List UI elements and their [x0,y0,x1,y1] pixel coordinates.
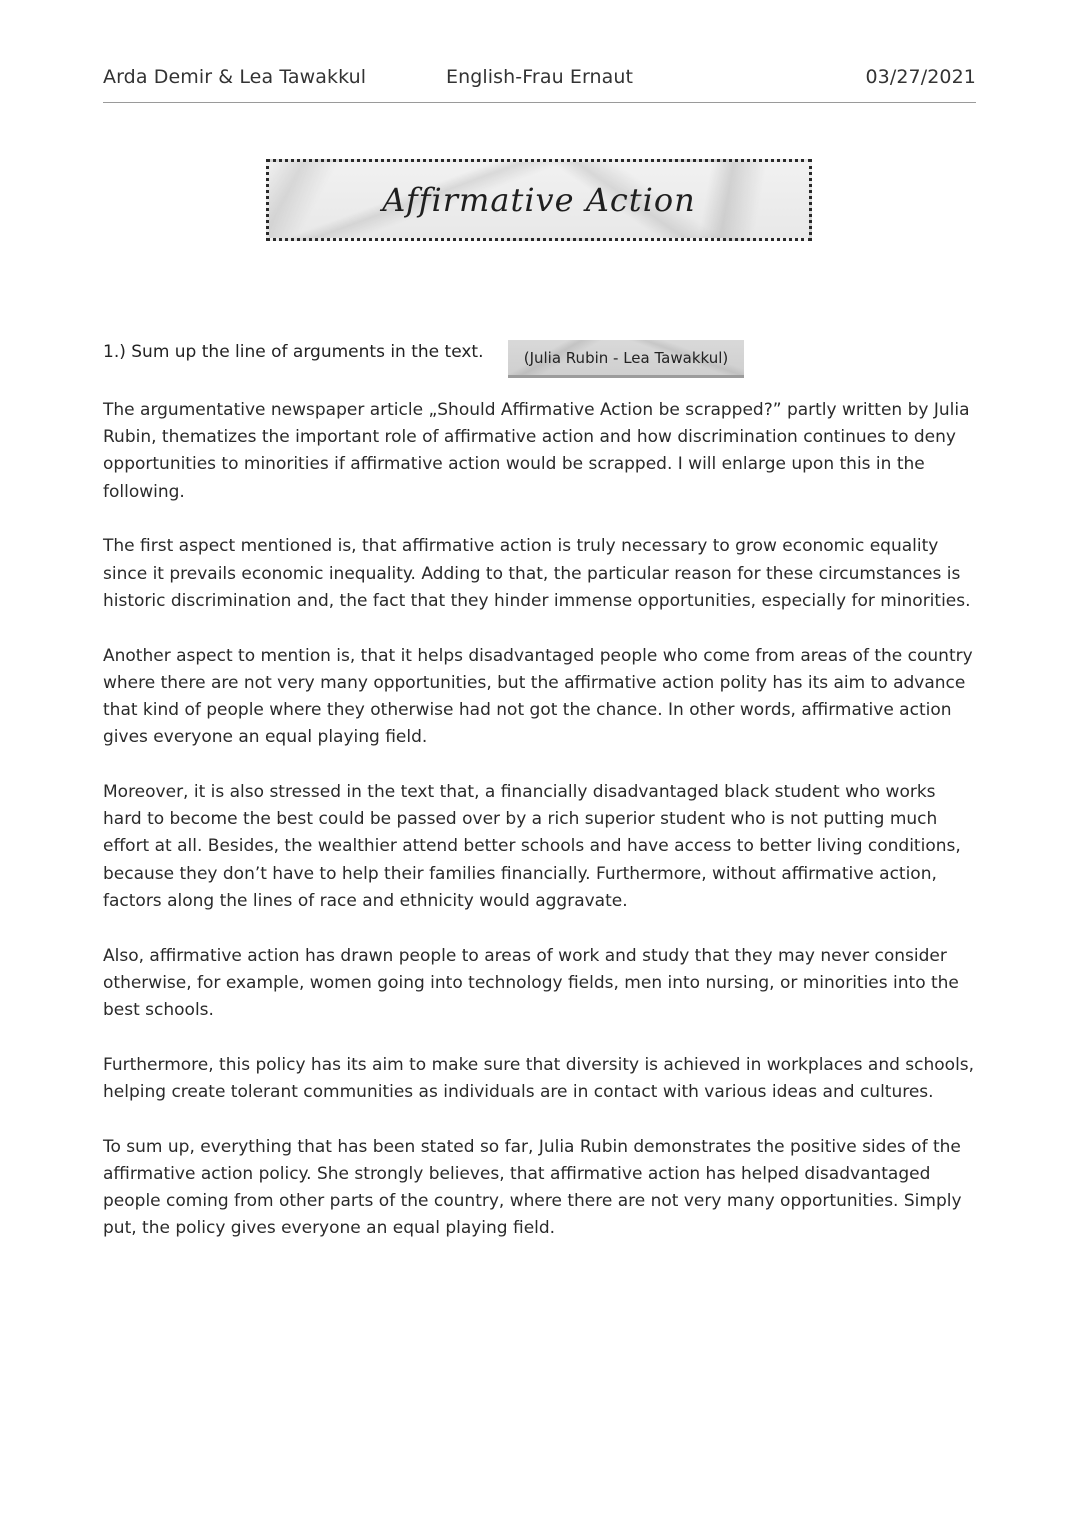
header-course: English-Frau Ernaut [446,66,634,88]
header-authors: Arda Demir & Lea Tawakkul [103,66,367,88]
essay-body [103,397,979,1270]
title-banner [266,159,812,241]
page-title: Affirmative Action [382,181,696,219]
header-date: 03/27/2021 [865,66,976,88]
attribution-label: (Julia Rubin - Lea Tawakkul) [523,348,729,367]
header-divider [103,102,976,103]
attribution-tag [508,340,744,378]
paragraph: The first aspect mentioned is, that affirmative action is truly necessary to grow economic equality since it prevails economic inequality. Adding to that, the particular reason for these circumstances is historic discrimination and, the fact that they hinder immense opportunities, especially for minorities. [103,536,971,611]
paragraph: Another aspect to mention is, that it helps disadvantaged people who come from areas of the country where there are not very many opportunities, but the affirmative action polity has its aim to advance that kind of people where they otherwise had not got the chance. In other words, affirmative action gives everyone an equal playing field. [103,645,973,748]
paragraph: Moreover, it is also stressed in the text that, a financially disadvantaged black student who works hard to become the best could be passed over by a rich superior student who is not putting much effort at all. Besides, the wealthier attend better schools and have access to better living conditions, because they don’t have to help their families financially. Furthermore, without affirmative action, factors along the lines of race and ethnicity would aggravate. [103,782,961,911]
paragraph: To sum up, everything that has been stated so far, Julia Rubin demonstrates the positive sides of the affirmative action policy. She strongly believes, that affirmative action has helped disadvantaged people coming from other parts of the country, where there are not very many opportunities. Simply put, the policy gives everyone an equal playing field. [103,1136,962,1239]
paragraph: The argumentative newspaper article „Should Affirmative Action be scrapped?” partly written by Julia Rubin, thematizes the important role of affirmative action and how discrimination continues to deny opportunities to minorities if affirmative action would be scrapped. I will enlarge upon this in the following. [103,400,970,502]
paragraph: Furthermore, this policy has its aim to make sure that diversity is achieved in workplaces and schools, helping create tolerant communities as individuals are in contact with various ideas and cultures. [103,1054,975,1103]
task-question: 1.) Sum up the line of arguments in the text. [103,342,484,362]
page-header [103,62,976,94]
paragraph: Also, affirmative action has drawn people to areas of work and study that they may never consider otherwise, for example, women going into technology fields, men into nursing, or minorities into the best schools. [103,945,959,1021]
